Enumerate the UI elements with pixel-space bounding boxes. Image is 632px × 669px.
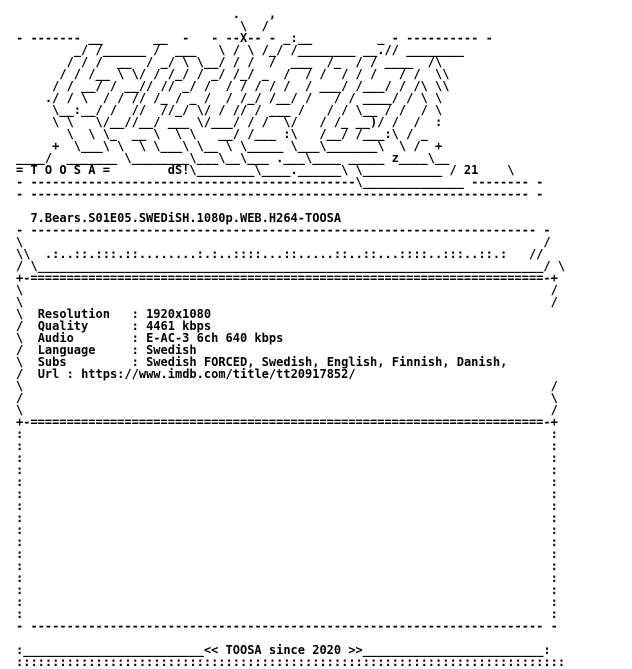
logo-line: \ \ \/__//__/ ___ \/___/ / / \/ / /_ __)/ / / : xyxy=(16,115,443,129)
frame-line: : : xyxy=(16,487,558,501)
frame-line: : : xyxy=(16,439,558,453)
frame-line: : : xyxy=(16,451,558,465)
frame-line: \ / xyxy=(16,403,558,417)
logo-line: . , xyxy=(16,7,277,21)
group-line: = T O O S A = dS!\________\____.______\ \___________ / 21 \ xyxy=(16,163,515,177)
info-line-language: / Language : Swedish xyxy=(16,343,197,357)
frame-line: : : xyxy=(16,547,558,561)
logo-line: ./ / \ / / // /_ / _ / / /_/ /__/ / / / ____/ / \ \ xyxy=(16,91,443,105)
frame-line: : : xyxy=(16,427,558,441)
subs-value: Swedish FORCED, Swedish, English, Finnish, Danish, xyxy=(146,355,508,369)
language-value: Swedish xyxy=(146,343,197,357)
logo-line: ____/ _______ \________\___\__\___ .___\____ _____ z____\__ xyxy=(16,151,450,165)
resolution-value: 1920x1080 xyxy=(146,307,212,321)
frame-line: : : xyxy=(16,463,558,477)
logo-line: + \___\ \ \ \___\ \__ \ \_____ \___\_______\ \ / + xyxy=(16,139,443,153)
frame-line: \ / xyxy=(16,235,551,249)
frame-line: \ / xyxy=(16,283,558,297)
logo-line: - ------- __ __ - - --X-- - _:__ _ - ---------- - xyxy=(16,31,493,45)
frame-line: \ / xyxy=(16,379,558,393)
nfo-ascii-art xyxy=(16,8,565,668)
release-name: 7.Bears.S01E05.SWEDiSH.1080p.WEB.H264-TOOSA xyxy=(30,211,342,225)
language-label: Language xyxy=(37,343,96,357)
resolution-label: Resolution xyxy=(37,307,110,321)
quality-value: 4461 kbps xyxy=(146,319,212,333)
info-line-resolution: \ Resolution : 1920x1080 xyxy=(16,307,212,321)
logo-line: \ \ \_ __ \ \ \ __/ /___ :\ /__/ /___:\ / _ xyxy=(16,127,428,141)
logo-line: _/ /______ / ___ \ / \ /_/ /________ __.// ________ xyxy=(16,43,464,57)
logo-line: / / __/ / __// // _/ / / / / / / / ___/ /___/ / /\ \\ xyxy=(16,79,450,93)
frame-line: : : xyxy=(16,523,558,537)
quality-label: Quality xyxy=(37,319,89,333)
info-line-audio: \ Audio : E-AC-3 6ch 640 kbps xyxy=(16,331,284,345)
frame-line: : : xyxy=(16,511,558,525)
url-label: Url xyxy=(37,367,60,381)
info-line-url: / Url : https://www.imdb.com/title/tt20917852/ xyxy=(16,367,356,381)
frame-line: : : xyxy=(16,499,558,513)
audio-value: E-AC-3 6ch 640 kbps xyxy=(146,331,284,345)
frame-line: : : xyxy=(16,595,558,609)
frame-line: / \ xyxy=(16,391,558,405)
frame-line: \ / xyxy=(16,295,558,309)
frame-line: : : xyxy=(16,571,558,585)
frame-line: : : xyxy=(16,607,558,621)
logo-line: \__:__/ / // //_/ \/ / // / ___ / / / \__ / / / \ xyxy=(16,103,443,117)
frame-line: : : xyxy=(16,583,558,597)
footer-line: :_________________________<< TOOSA since 2020 >>_________________________: xyxy=(16,643,551,657)
divider-line: - ---------------------------------------------\______________ -------- - xyxy=(16,175,544,189)
logo-line: / / / __ / _/ \ \__/ / / / ___ /_ / / ____ /\ xyxy=(16,55,443,69)
frame-line: / \______________________________________________________________________/ \ xyxy=(16,259,566,273)
dot-pattern: .:..::.:::.::........:.:..::::...::.....::..::...::::..:::..::.: xyxy=(44,247,508,261)
url-value[interactable]: https://www.imdb.com/title/tt20917852/ xyxy=(81,367,356,381)
frame-line: : : xyxy=(16,535,558,549)
divider-line: - --------------------------------------------------------------------- - xyxy=(16,187,544,201)
info-line-subs: \ Subs : Swedish FORCED, Swedish, English, Finnish, Danish, xyxy=(16,355,508,369)
frame-line: +-=======================================================================-+ xyxy=(16,271,558,285)
dot-pattern-line: \\ .:..::.:::.::........:.:..::::...::.....::..::...::::..:::..::.: // xyxy=(16,247,544,261)
bottom-border: :::::::::::::::::::::::::::::::::::::::::::::::::::::::::::::::::::::::::::: xyxy=(16,655,566,669)
info-line-quality: / Quality : 4461 kbps xyxy=(16,319,212,333)
subs-label: Subs xyxy=(37,355,67,369)
frame-line: +-=======================================================================-+ xyxy=(16,415,558,429)
divider-line: - ---------------------------------------------------------------------- - xyxy=(16,223,551,237)
frame-line: : : xyxy=(16,559,558,573)
frame-line: : : xyxy=(16,475,558,489)
logo-line: \ / xyxy=(16,19,269,33)
frame-line: - ----------------------------------------------------------------------- - xyxy=(16,619,558,633)
footer-text: << TOOSA since 2020 >> xyxy=(203,643,363,657)
logo-line: / / /__ \ \/ / /_/ / _/ /_/ _ / / / / / / / / \\ xyxy=(16,67,450,81)
audio-label: Audio xyxy=(37,331,74,345)
